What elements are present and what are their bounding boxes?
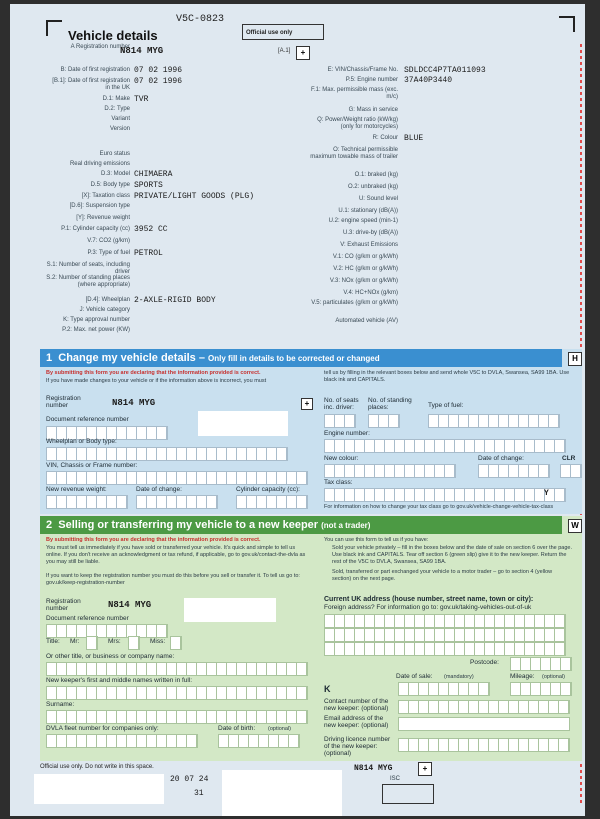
s2-email-input[interactable]	[398, 717, 570, 731]
s1-wheelplan-label: Wheelplan or Body type:	[46, 438, 117, 445]
footer-plus-icon: +	[418, 762, 432, 776]
s2-licence-label: Driving licence number of the new keeper: (optional)	[324, 736, 391, 757]
left-field-value: N814 MYG	[120, 46, 164, 56]
left-field-label: D.3: Model	[100, 171, 130, 177]
s2-mrs-label: Mrs:	[108, 638, 121, 645]
s1-wheelplan-input[interactable]	[46, 447, 288, 461]
left-field-label: Real driving emissions	[69, 161, 130, 167]
doc-code: V5C-0823	[176, 14, 225, 25]
left-field-value: 2-AXLE-RIGID BODY	[134, 296, 216, 305]
s2-address-label: Current UK address (house number, street name, town or city):	[324, 596, 534, 603]
footer-date: 20 07 24	[170, 775, 209, 784]
s1-plus-icon: +	[301, 398, 313, 410]
s2-other-title-input[interactable]	[46, 662, 308, 676]
s1-vin-label: VIN, Chassis or Frame number:	[46, 462, 138, 469]
corner-mark-right	[559, 16, 575, 32]
s2-mileage-input[interactable]	[510, 682, 572, 696]
section2-right2: Sold your vehicle privately – fill in the boxes below and the date of sale on section 6 over the page. Use black ink and CAPITALS. Tear off section 6 (green slip) give it to the new keeper. Return the rest of the V5C to DVLA, Swansea, SA99 1BA.	[332, 545, 573, 565]
left-field-label: [X]: Taxation class	[81, 193, 130, 199]
right-field-label: G: Mass in service	[348, 107, 398, 113]
s2-keeper-names-input[interactable]	[46, 686, 308, 700]
left-field-label: K: Type approval number	[63, 317, 130, 323]
s1-seats-input[interactable]	[324, 414, 356, 428]
s2-foreign-label: Foreign address? For information go to: gov.uk/taking-vehicles-out-of-uk	[324, 604, 532, 611]
right-field-label: V.3: NOx (g/km or g/kWh)	[329, 278, 398, 284]
s2-dob-optional: (optional)	[268, 726, 291, 732]
redaction	[184, 598, 276, 622]
right-field-label: O.2: unbraked (kg)	[347, 184, 398, 190]
right-field-label: F.1: Max. permissible mass (exc. m/c)	[310, 87, 398, 100]
left-field-label: D.2: Type	[104, 106, 130, 112]
section2-number: 2	[46, 519, 53, 531]
left-field-value: PETROL	[134, 249, 163, 258]
left-field-label: A Registration number	[70, 44, 130, 50]
section2-subtitle: (not a trader)	[321, 521, 371, 530]
s2-mr-checkbox[interactable]	[86, 636, 98, 650]
s1-revenue-label: New revenue weight:	[46, 486, 107, 493]
s1-footer: For information on how to change your tax class go to gov.uk/vehicle-change-vehicle-tax-class	[324, 504, 554, 510]
footer-reg: N814 MYG	[354, 764, 393, 773]
s2-other-title-label: Or other title, or business or company name:	[46, 653, 175, 660]
right-field-label: O.1: braked (kg)	[354, 172, 398, 178]
left-field-label: D.5: Body type	[90, 182, 130, 188]
right-field-label: R: Colour	[372, 135, 398, 141]
left-field-label: P.1: Cylinder capacity (cc)	[61, 226, 130, 232]
v5c-document	[10, 4, 585, 816]
redaction	[222, 770, 342, 816]
left-field-value: 3952 CC	[134, 225, 168, 234]
s1-date-change2-input[interactable]	[478, 464, 550, 478]
s2-address-line1[interactable]	[324, 614, 566, 628]
right-field-label: U: Sound level	[358, 196, 398, 202]
section1-header	[40, 349, 562, 367]
s2-email-label: Email address of the new keeper: (optional)	[324, 715, 389, 729]
s2-mileage-optional: (optional)	[542, 674, 565, 680]
page-title: Vehicle details	[68, 28, 158, 43]
s2-k-label: K	[324, 684, 331, 694]
right-field-label: V: Exhaust Emissions	[340, 242, 398, 248]
left-field-label: [Y]: Revenue weight	[76, 215, 130, 221]
s1-seats-label: No. of seats inc. driver:	[324, 397, 359, 411]
s1-engine-input[interactable]	[324, 439, 566, 453]
right-field-value: 37A40P3440	[404, 76, 453, 85]
redaction	[198, 411, 288, 436]
footer-isc-box	[382, 784, 434, 804]
s1-clr-label: CLR	[562, 455, 576, 462]
s2-fleet-input[interactable]	[46, 734, 198, 748]
left-field-label: P.3: Type of fuel	[87, 250, 130, 256]
s1-fuel-input[interactable]	[428, 414, 560, 428]
left-field-label: P.2: Max. net power (KW)	[62, 327, 130, 333]
s1-cyl-input[interactable]	[236, 495, 308, 509]
s2-postcode-input[interactable]	[510, 657, 572, 671]
s2-miss-checkbox[interactable]	[170, 636, 182, 650]
s2-date-sale-label: Date of sale:	[396, 673, 433, 680]
s1-clr-input[interactable]	[560, 464, 582, 478]
official-use-footer: Official use only. Do not write in this space.	[40, 764, 154, 770]
s1-colour-label: New colour:	[324, 455, 359, 462]
s1-tax-value: Y	[544, 489, 549, 498]
s1-engine-label: Engine number:	[324, 430, 370, 437]
footer-isc-label: ISC	[390, 776, 401, 782]
s2-mileage-label: Mileage:	[510, 673, 535, 680]
s2-miss-label: Miss:	[150, 638, 166, 645]
section2-right1: You can use this form to tell us if you have:	[324, 537, 429, 543]
left-field-label: Euro status	[99, 151, 130, 157]
s2-address-line3[interactable]	[324, 642, 566, 656]
s2-contact-label: Contact number of the new keeper: (optional)	[324, 698, 389, 712]
section1-tag: H	[568, 352, 582, 366]
footer-number: 31	[194, 789, 204, 798]
section2-declaration: By submitting this form you are declaring that the information provided is correct.	[46, 537, 261, 543]
s2-fleet-label: DVLA fleet number for companies only:	[46, 725, 159, 732]
left-field-value: 07 02 1996	[134, 77, 183, 86]
redaction	[34, 774, 164, 804]
left-field-value: CHIMAERA	[134, 170, 173, 179]
section1-declaration: By submitting this form you are declaring that the information provided is correct.	[46, 370, 261, 376]
s2-date-sale-input[interactable]	[398, 682, 490, 696]
left-field-label: Variant	[111, 116, 130, 122]
s2-reg-label: Registration number	[46, 598, 81, 612]
s1-colour-input[interactable]	[324, 464, 456, 478]
section2-header	[40, 516, 562, 534]
right-field-label: V.4: HC+NOx (g/km)	[343, 290, 398, 296]
s2-mr-label: Mr:	[70, 638, 80, 645]
right-field-label: V.1: CO (g/km or g/kWh)	[332, 254, 398, 260]
official-use-label: Official use only	[246, 30, 293, 36]
section-selling-transferring	[40, 516, 582, 761]
right-field-label: Q: Power/Weight ratio (kW/kg) (only for motorcycles)	[317, 117, 398, 130]
left-field-value: SPORTS	[134, 181, 163, 190]
section1-number: 1	[46, 352, 53, 364]
s2-title-label: Title:	[46, 638, 60, 645]
s1-cyl-label: Cylinder capacity (cc):	[236, 486, 300, 493]
section1-title: Change my vehicle details –	[58, 352, 205, 364]
s2-surname-label: Surname:	[46, 701, 75, 708]
s2-address-line2[interactable]	[324, 628, 566, 642]
section2-title: Selling or transferring my vehicle to a new keeper	[58, 519, 319, 531]
section1-note-right: tell us by filling in the relevant boxes below and send whole V5C to DVLA, Swansea, SA99 1BA. Use black ink and CAPITALS.	[324, 370, 570, 383]
s1-fuel-label: Type of fuel:	[428, 402, 464, 409]
s1-date-change-input[interactable]	[136, 495, 218, 509]
s2-dob-label: Date of birth:	[218, 725, 256, 732]
right-field-label: V.2: HC (g/km or g/kWh)	[333, 266, 398, 272]
left-field-label: V.7: CO2 (g/km)	[87, 238, 130, 244]
left-field-label: D.1: Make	[102, 96, 130, 102]
s1-tax-label: Tax class:	[324, 479, 353, 486]
s2-reg-value: N814 MYG	[108, 600, 152, 610]
right-field-label: E: VIN/Chassis/Frame No.	[327, 67, 398, 73]
left-field-value: 07 02 1996	[134, 66, 183, 75]
section2-note1: You must tell us immediately if you have sold or transferred your vehicle. It's quick and simple to tell us online. If you don't receive an acknowledgment or tax refund, if applicable, go to gov.uk/contact-the-dvla as you may still be liable.	[46, 545, 306, 565]
s1-reg-value: N814 MYG	[112, 398, 156, 408]
s2-dob-input[interactable]	[218, 734, 300, 748]
left-field-label: S.2: Number of standing places (where appropriate)	[46, 275, 130, 288]
right-field-label: U.3: drive-by (dB(A))	[342, 230, 398, 236]
right-field-label: O: Technical permissible maximum towable mass of trailer	[310, 147, 398, 160]
s2-contact-input[interactable]	[398, 700, 570, 714]
left-field-label: [D.4]: Wheelplan	[85, 297, 130, 303]
right-field-label: Automated vehicle (AV)	[335, 318, 398, 324]
s2-docref-input[interactable]	[46, 624, 168, 638]
section2-note2: If you want to keep the registration number you must do this before you sell or transfer it. To tell us go to: gov.uk/keep-registration-number	[46, 573, 300, 586]
s1-date-change-label: Date of change:	[136, 486, 182, 493]
left-field-value: PRIVATE/LIGHT GOODS (PLG)	[134, 192, 255, 201]
left-field-label: [D.6]: Suspension type	[69, 203, 130, 209]
right-field-value: SDLDCC4P7TA011093	[404, 66, 486, 75]
s1-reg-label: Registration number	[46, 395, 81, 409]
official-use-box	[242, 24, 324, 40]
section2-tag: W	[568, 519, 582, 533]
a1-tag: [A.1]	[278, 48, 291, 54]
s2-mrs-checkbox[interactable]	[128, 636, 140, 650]
s2-date-sale-mandatory: (mandatory)	[444, 674, 474, 680]
section-change-details	[40, 349, 582, 514]
right-field-label: U.1: stationary (dB(A))	[338, 208, 398, 214]
s2-keeper-names-label: New keeper's first and middle names written in full:	[46, 677, 193, 684]
right-field-value: BLUE	[404, 134, 424, 143]
left-field-label: S.1: Number of seats, including driver	[46, 262, 130, 275]
left-field-label: [B.1]: Date of first registration in the UK	[52, 78, 130, 91]
s1-standing-label: No. of standing places:	[368, 397, 412, 411]
section1-subtitle: Only fill in details to be corrected or changed	[208, 354, 380, 363]
left-field-value: TVR	[134, 95, 149, 104]
right-field-label: P.5: Engine number	[345, 77, 398, 83]
s1-tax-input[interactable]	[324, 488, 566, 502]
s1-vin-input[interactable]	[46, 471, 308, 485]
right-field-label: U.2: engine speed (min-1)	[328, 218, 398, 224]
left-field-label: J: Vehicle category	[79, 307, 130, 313]
left-field-label: B: Date of first registration	[60, 67, 130, 73]
s2-surname-input[interactable]	[46, 710, 308, 724]
left-field-label: Version	[109, 126, 130, 132]
s1-docref-label: Document reference number	[46, 416, 129, 423]
right-field-label: V.5: particulates (g/km or g/kWh)	[311, 300, 398, 306]
section1-note: If you have made changes to your vehicle or if the information above is incorrect, you must	[46, 378, 267, 384]
section2-right3: Sold, transferred or part exchanged your vehicle to a motor trader – go to section 4 (yellow section) on the next page.	[332, 569, 553, 582]
s1-standing-input[interactable]	[368, 414, 400, 428]
s1-revenue-input[interactable]	[46, 495, 128, 509]
s1-date-change2-label: Date of change:	[478, 455, 524, 462]
s2-docref-label: Document reference number	[46, 615, 129, 622]
corner-mark-left	[46, 20, 62, 36]
s2-postcode-label: Postcode:	[470, 659, 499, 666]
s2-licence-input[interactable]	[398, 738, 570, 752]
plus-icon: +	[296, 46, 310, 60]
